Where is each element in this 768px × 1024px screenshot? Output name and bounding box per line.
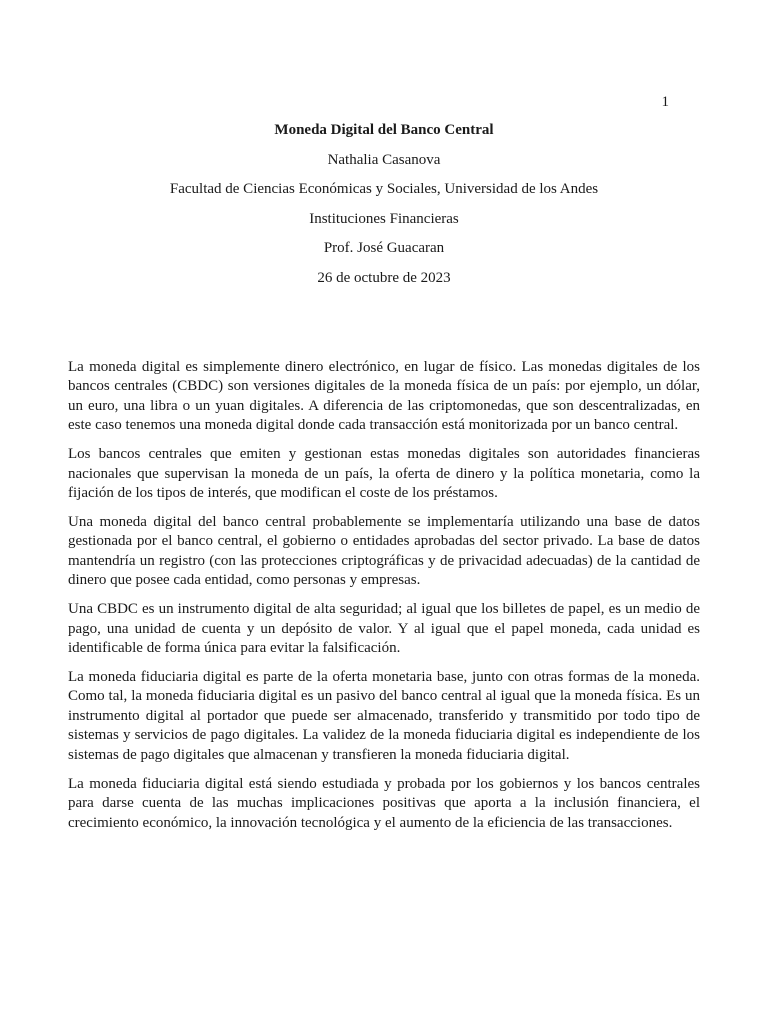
document-date: 26 de octubre de 2023 [317,269,451,286]
paragraph: Los bancos centrales que emiten y gestionan estas monedas digitales son autoridades financieras nacionales que supervisan la moneda de un país, la oferta de dinero y la política monetaria, como la fijación de los tipos de interés, que modifican el coste de los préstamos. [68,446,700,502]
affiliation: Facultad de Ciencias Económicas y Sociales, Universidad de los Andes [169,181,599,198]
paragraph: Una moneda digital del banco central probablemente se implementaría utilizando una base de datos gestionada por el banco central, el gobierno o entidades aprobadas del sector privado. La base de datos mantendría un registro (con las protecciones criptográficas y de privacidad adecuadas) de la cantidad de dinero que posee cada entidad, como personas y empresas. [68,514,700,589]
paragraph: La moneda digital es simplemente dinero electrónico, en lugar de físico. Las monedas digitales de los bancos centrales (CBDC) son versiones digitales de la moneda física de un país: por ejemplo, un dólar, un euro, una libra o un yuan digitales. A diferencia de las criptomonedas, que son descentralizadas, en este caso tenemos una moneda digital donde cada transacción está monitorizada por un banco central. [68,359,700,434]
instructor-name: Prof. José Guacaran [323,240,445,257]
paragraph: Una CBDC es un instrumento digital de alta seguridad; al igual que los billetes de papel, es un medio de pago, una unidad de cuenta y un depósito de valor. Y al igual que el papel moneda, cada unidad es identificable de forma única para evitar la falsificación. [68,601,700,657]
document-title: Moneda Digital del Banco Central [274,122,494,138]
page-number: 1 [661,94,669,110]
paragraph: La moneda fiduciaria digital es parte de la oferta monetaria base, junto con otras formas de la moneda. Como tal, la moneda fiduciaria digital es un pasivo del banco central al igual que la moneda física. Es un instrumento digital al portador que puede ser almacenado, transferido y transmitido por todo tipo de sistemas y servicios de pago digitales. La validez de la moneda fiduciaria digital es independiente de los sistemas de pago digitales que almacenan y transfieren la moneda fiduciaria digital. [68,669,700,763]
paragraph: La moneda fiduciaria digital está siendo estudiada y probada por los gobiernos y los bancos centrales para darse cuenta de las muchas implicaciones positivas que aporta a la inclusión financiera, el crecimiento económico, la innovación tecnológica y el aumento de la eficiencia de las transacciones. [68,775,700,831]
body-text [68,358,700,843]
author-name: Nathalia Casanova [327,151,441,168]
title-block [0,121,768,299]
course-name: Instituciones Financieras [309,210,459,227]
